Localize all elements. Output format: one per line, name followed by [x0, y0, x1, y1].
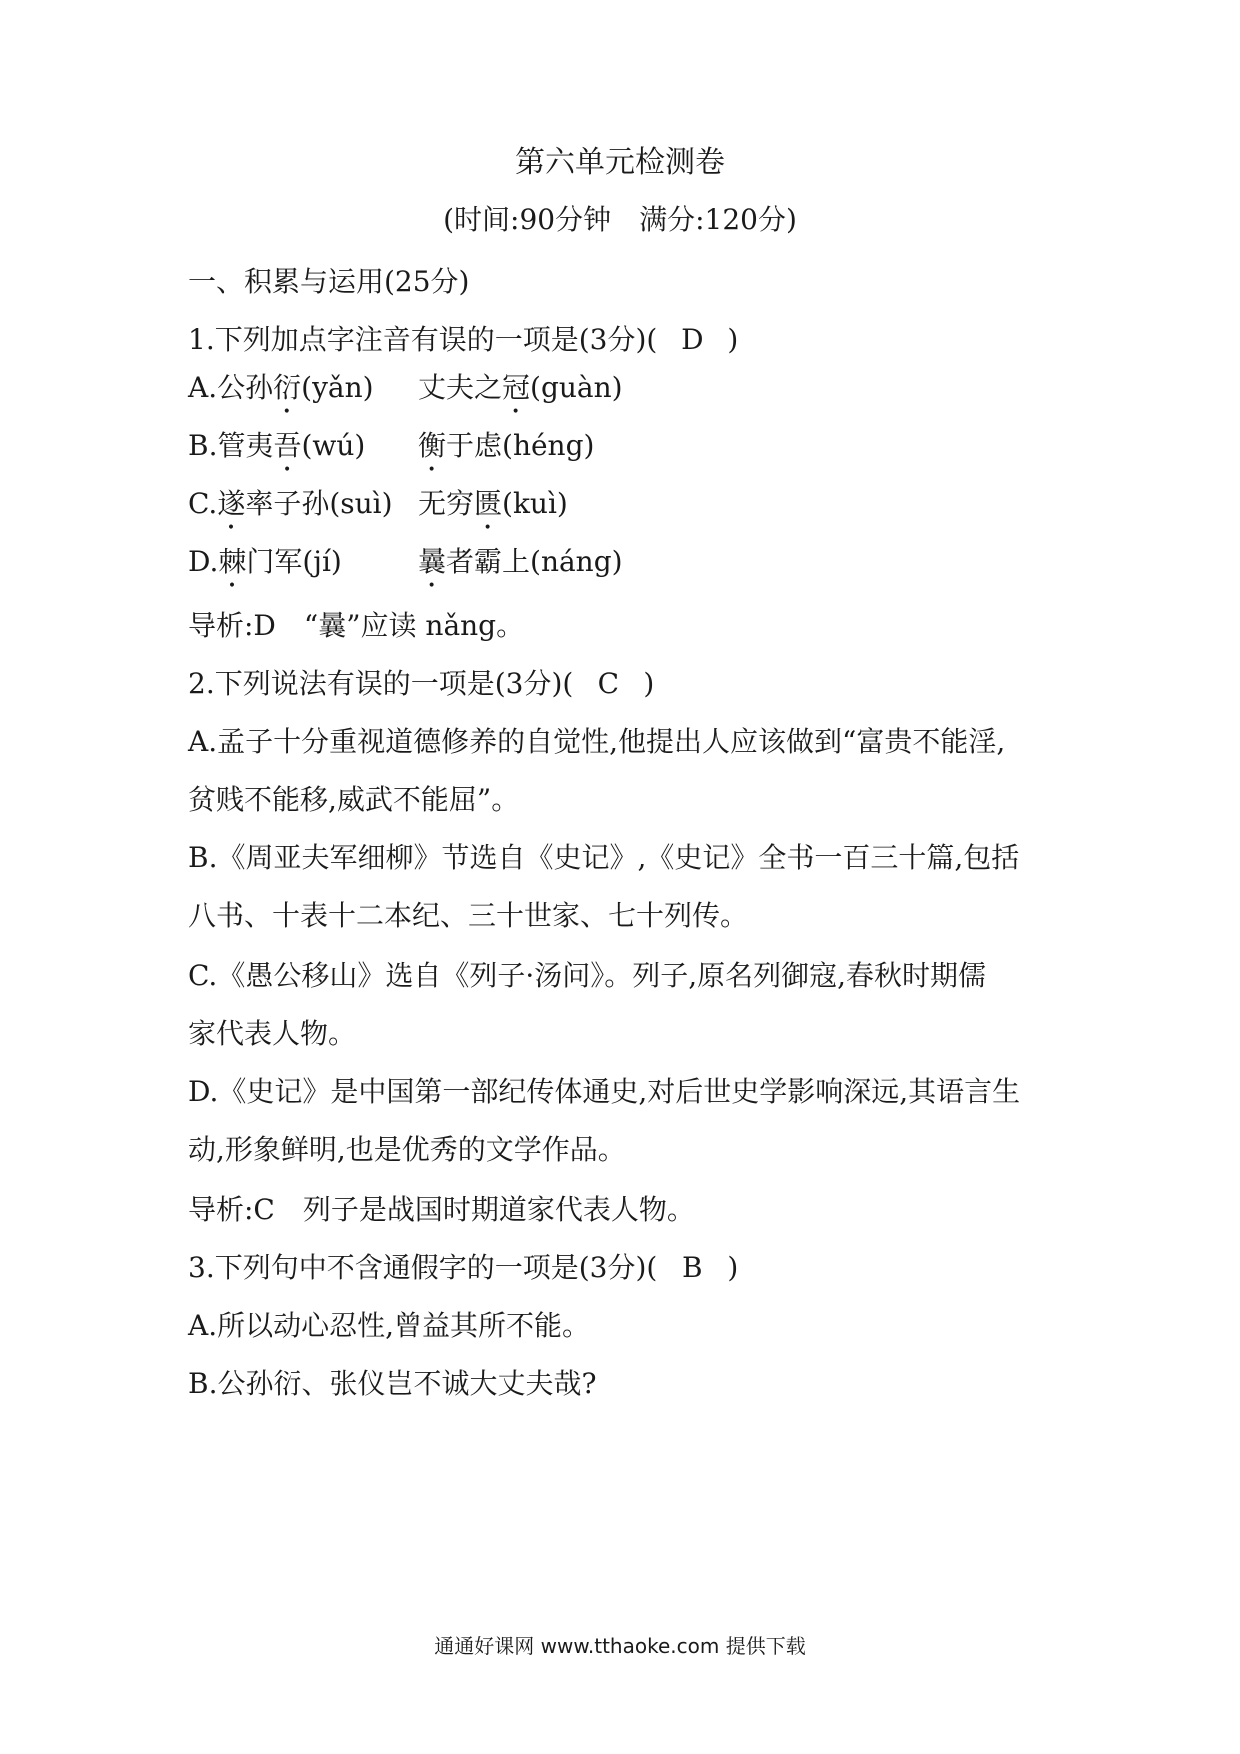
- paren-close: ): [727, 323, 739, 356]
- dotted-char: 衍: [273, 371, 302, 404]
- option-text: 丈夫之: [418, 371, 503, 404]
- q3-line: B.公孙衍、张仪岂不诚大丈夫哉?: [188, 1367, 597, 1400]
- question-1-stem: [188, 320, 1060, 360]
- q2-line: 贫贱不能移,威武不能屈”。: [188, 783, 520, 816]
- option-text: B.管夷: [188, 429, 274, 462]
- q2-line: 家代表人物。: [188, 1017, 357, 1050]
- option-d: [188, 542, 1060, 594]
- option-text: A.公孙: [188, 371, 274, 404]
- q2-line: C.《愚公移山》选自《列子·汤问》。列子,原名列御寇,春秋时期儒: [188, 959, 987, 992]
- dotted-char: 匮: [474, 487, 503, 520]
- question-text: 3.下列句中不含通假字的一项是(3分)(: [188, 1251, 658, 1284]
- analysis-2: 导析:C 列子是战国时期道家代表人物。: [188, 1193, 695, 1226]
- option-text: 门军(jí): [246, 545, 342, 578]
- q2-line: A.孟子十分重视道德修养的自觉性,他提出人应该做到“富贵不能淫,: [188, 725, 1006, 758]
- dotted-char: 冠: [502, 371, 531, 404]
- option-text: 者霸上(náng): [446, 545, 623, 578]
- option-text: D.: [188, 545, 219, 578]
- q2-line: 动,形象鲜明,也是优秀的文学作品。: [188, 1133, 626, 1166]
- option-b: [188, 426, 1060, 478]
- q2-line: B.《周亚夫军细柳》节选自《史记》,《史记》全书一百三十篇,包括: [188, 841, 1020, 874]
- q2-line: 八书、十表十二本纪、三十世家、七十列传。: [188, 899, 749, 932]
- option-text: (wú): [301, 429, 366, 462]
- exam-info: (时间:90分钟 满分:120分): [443, 203, 797, 236]
- dotted-char: 遂: [217, 487, 246, 520]
- answer-letter: B: [682, 1251, 703, 1284]
- option-a: [188, 368, 1060, 420]
- paren-close: ): [727, 1251, 739, 1284]
- dotted-char: 吾: [273, 429, 302, 462]
- option-text: 于虑(héng): [446, 429, 595, 462]
- q2-line: D.《史记》是中国第一部纪传体通史,对后世史学影响深远,其语言生: [188, 1075, 1021, 1108]
- footer-source: 通通好课网 www.tthaoke.com 提供下载: [434, 1634, 806, 1658]
- question-2-stem: [188, 664, 1060, 704]
- question-text: 1.下列加点字注音有误的一项是(3分)(: [188, 323, 658, 356]
- dotted-char: 曩: [418, 545, 447, 578]
- option-text: (yǎn): [301, 371, 374, 404]
- answer-letter: D: [681, 323, 704, 356]
- option-c: [188, 484, 1060, 536]
- option-text: 率子孙(suì): [245, 487, 393, 520]
- option-text: C.: [188, 487, 218, 520]
- section-heading: 一、积累与运用(25分): [188, 265, 470, 298]
- dotted-char: 棘: [218, 545, 247, 578]
- analysis-1: 导析:D “曩”应读 nǎng。: [188, 609, 525, 642]
- q3-line: A.所以动心忍性,曾益其所不能。: [188, 1309, 591, 1342]
- option-text: (kuì): [502, 487, 568, 520]
- option-text: (guàn): [530, 371, 623, 404]
- dotted-char: 衡: [418, 429, 447, 462]
- answer-letter: C: [597, 667, 620, 700]
- question-text: 2.下列说法有误的一项是(3分)(: [188, 667, 574, 700]
- page-title: 第六单元检测卷: [515, 145, 725, 180]
- paren-close: ): [643, 667, 655, 700]
- question-3-stem: [188, 1248, 1060, 1288]
- option-text: 无穷: [418, 487, 475, 520]
